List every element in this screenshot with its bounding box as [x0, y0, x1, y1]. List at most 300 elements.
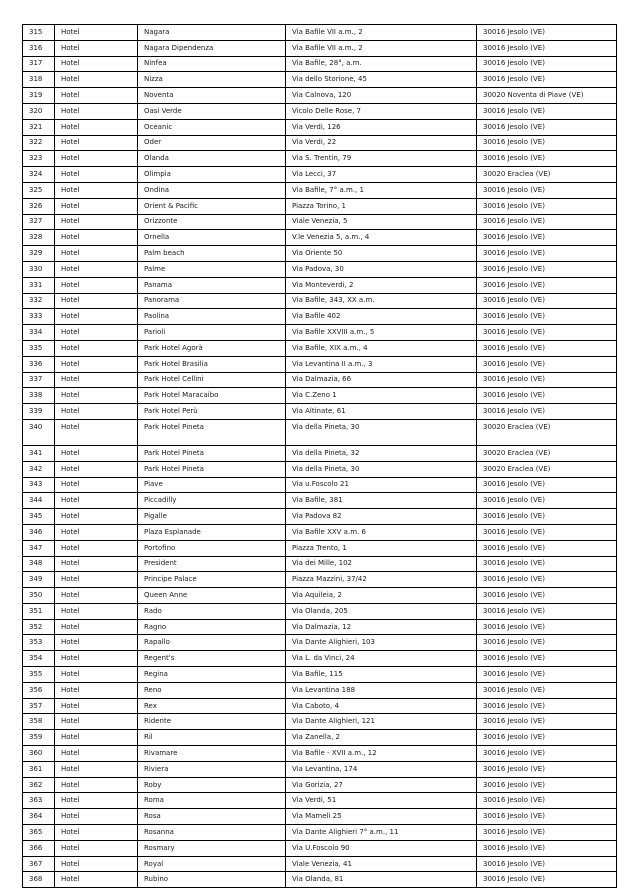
hotel-name-cell: Principe Palace — [138, 572, 286, 588]
city-cell: 30016 Jesolo (VE) — [477, 777, 617, 793]
city-cell: 30016 Jesolo (VE) — [477, 825, 617, 841]
hotel-name-cell: Piccadilly — [138, 493, 286, 509]
table-row — [23, 682, 617, 698]
hotel-name-cell: Noventa — [138, 88, 286, 104]
type-cell: Hotel — [55, 198, 138, 214]
city-cell: 30016 Jesolo (VE) — [477, 277, 617, 293]
table-row — [23, 182, 617, 198]
hotel-name-cell: Rosanna — [138, 825, 286, 841]
table-row — [23, 445, 617, 461]
table-row — [23, 730, 617, 746]
hotel-name-cell: Queen Anne — [138, 588, 286, 604]
row-number-cell: 330 — [23, 261, 55, 277]
row-number-cell: 352 — [23, 619, 55, 635]
hotel-name-cell: President — [138, 556, 286, 572]
city-cell: 30016 Jesolo (VE) — [477, 230, 617, 246]
address-cell: Via Dante Alighieri 7° a.m., 11 — [286, 825, 477, 841]
row-number-cell: 321 — [23, 119, 55, 135]
city-cell: 30016 Jesolo (VE) — [477, 309, 617, 325]
type-cell: Hotel — [55, 698, 138, 714]
hotel-name-cell: Orient & Pacific — [138, 198, 286, 214]
row-number-cell: 343 — [23, 477, 55, 493]
hotel-name-cell: Palm beach — [138, 246, 286, 262]
city-cell: 30016 Jesolo (VE) — [477, 667, 617, 683]
hotel-name-cell: Rado — [138, 603, 286, 619]
address-cell: Via della Pineta, 32 — [286, 445, 477, 461]
type-cell: Hotel — [55, 588, 138, 604]
row-number-cell: 358 — [23, 714, 55, 730]
city-cell: 30016 Jesolo (VE) — [477, 119, 617, 135]
table-row — [23, 651, 617, 667]
city-cell: 30016 Jesolo (VE) — [477, 588, 617, 604]
address-cell: Via Bafile, XIX a.m., 4 — [286, 340, 477, 356]
hotel-name-cell: Rex — [138, 698, 286, 714]
type-cell: Hotel — [55, 135, 138, 151]
city-cell: 30016 Jesolo (VE) — [477, 404, 617, 420]
row-number-cell: 357 — [23, 698, 55, 714]
address-cell: Vicolo Delle Rose, 7 — [286, 103, 477, 119]
hotel-name-cell: Pigalle — [138, 509, 286, 525]
row-number-cell: 346 — [23, 524, 55, 540]
hotel-name-cell: Orizzonte — [138, 214, 286, 230]
hotel-name-cell: Riviera — [138, 761, 286, 777]
row-number-cell: 359 — [23, 730, 55, 746]
type-cell: Hotel — [55, 277, 138, 293]
hotel-name-cell: Park Hotel Cellini — [138, 372, 286, 388]
table-row — [23, 325, 617, 341]
row-number-cell: 317 — [23, 56, 55, 72]
table-row — [23, 293, 617, 309]
type-cell: Hotel — [55, 40, 138, 56]
address-cell: Via Bafile XXVIII a.m., 5 — [286, 325, 477, 341]
type-cell: Hotel — [55, 809, 138, 825]
city-cell: 30016 Jesolo (VE) — [477, 25, 617, 41]
address-cell: Via U.Foscolo 90 — [286, 840, 477, 856]
address-cell: Via Olanda, 205 — [286, 603, 477, 619]
row-number-cell: 356 — [23, 682, 55, 698]
row-number-cell: 342 — [23, 461, 55, 477]
row-number-cell: 360 — [23, 746, 55, 762]
address-cell: Via Verdi, 51 — [286, 793, 477, 809]
table-row — [23, 340, 617, 356]
hotel-name-cell: Olanda — [138, 151, 286, 167]
city-cell: 30020 Eraclea (VE) — [477, 461, 617, 477]
table-row — [23, 40, 617, 56]
type-cell: Hotel — [55, 167, 138, 183]
row-number-cell: 319 — [23, 88, 55, 104]
table-row — [23, 809, 617, 825]
city-cell: 30016 Jesolo (VE) — [477, 572, 617, 588]
row-number-cell: 354 — [23, 651, 55, 667]
hotel-name-cell: Nizza — [138, 72, 286, 88]
table-row — [23, 404, 617, 420]
hotel-name-cell: Piave — [138, 477, 286, 493]
address-cell: Via Zanella, 2 — [286, 730, 477, 746]
hotel-list-table — [22, 24, 617, 888]
table-row — [23, 246, 617, 262]
hotel-name-cell: Olimpia — [138, 167, 286, 183]
row-number-cell: 340 — [23, 419, 55, 445]
address-cell: Via Levantina 188 — [286, 682, 477, 698]
type-cell: Hotel — [55, 103, 138, 119]
city-cell: 30016 Jesolo (VE) — [477, 372, 617, 388]
row-number-cell: 349 — [23, 572, 55, 588]
hotel-name-cell: Nagara Dipendenza — [138, 40, 286, 56]
address-cell: Via S. Trentin, 79 — [286, 151, 477, 167]
type-cell: Hotel — [55, 872, 138, 888]
hotel-name-cell: Parioli — [138, 325, 286, 341]
city-cell: 30016 Jesolo (VE) — [477, 182, 617, 198]
row-number-cell: 328 — [23, 230, 55, 246]
address-cell: Via Caboto, 4 — [286, 698, 477, 714]
row-number-cell: 362 — [23, 777, 55, 793]
address-cell: Via Bafile, 381 — [286, 493, 477, 509]
hotel-name-cell: Ridente — [138, 714, 286, 730]
hotel-name-cell: Ninfea — [138, 56, 286, 72]
row-number-cell: 367 — [23, 856, 55, 872]
hotel-name-cell: Roma — [138, 793, 286, 809]
row-number-cell: 344 — [23, 493, 55, 509]
row-number-cell: 325 — [23, 182, 55, 198]
address-cell: Via Verdi, 22 — [286, 135, 477, 151]
table-row — [23, 603, 617, 619]
row-number-cell: 326 — [23, 198, 55, 214]
row-number-cell: 329 — [23, 246, 55, 262]
hotel-name-cell: Park Hotel Agorà — [138, 340, 286, 356]
table-row — [23, 509, 617, 525]
row-number-cell: 347 — [23, 540, 55, 556]
city-cell: 30020 Noventa di Piave (VE) — [477, 88, 617, 104]
city-cell: 30016 Jesolo (VE) — [477, 556, 617, 572]
table-row — [23, 135, 617, 151]
table-row — [23, 119, 617, 135]
city-cell: 30016 Jesolo (VE) — [477, 714, 617, 730]
type-cell: Hotel — [55, 88, 138, 104]
type-cell: Hotel — [55, 667, 138, 683]
row-number-cell: 316 — [23, 40, 55, 56]
city-cell: 30016 Jesolo (VE) — [477, 388, 617, 404]
city-cell: 30016 Jesolo (VE) — [477, 730, 617, 746]
hotel-name-cell: Panorama — [138, 293, 286, 309]
row-number-cell: 345 — [23, 509, 55, 525]
type-cell: Hotel — [55, 651, 138, 667]
table-row — [23, 477, 617, 493]
type-cell: Hotel — [55, 714, 138, 730]
type-cell: Hotel — [55, 682, 138, 698]
row-number-cell: 323 — [23, 151, 55, 167]
hotel-name-cell: Regina — [138, 667, 286, 683]
table-row — [23, 777, 617, 793]
address-cell: Via Lecci, 37 — [286, 167, 477, 183]
city-cell: 30016 Jesolo (VE) — [477, 246, 617, 262]
city-cell: 30016 Jesolo (VE) — [477, 619, 617, 635]
type-cell: Hotel — [55, 730, 138, 746]
city-cell: 30016 Jesolo (VE) — [477, 746, 617, 762]
city-cell: 30016 Jesolo (VE) — [477, 840, 617, 856]
table-row — [23, 825, 617, 841]
hotel-name-cell: Nagara — [138, 25, 286, 41]
row-number-cell: 331 — [23, 277, 55, 293]
type-cell: Hotel — [55, 261, 138, 277]
city-cell: 30020 Eraclea (VE) — [477, 445, 617, 461]
hotel-name-cell: Park Hotel Maracaibo — [138, 388, 286, 404]
address-cell: Viale Venezia, 5 — [286, 214, 477, 230]
hotel-name-cell: Rosmary — [138, 840, 286, 856]
type-cell: Hotel — [55, 372, 138, 388]
address-cell: Via L. da Vinci, 24 — [286, 651, 477, 667]
address-cell: Viale Venezia, 41 — [286, 856, 477, 872]
table-row — [23, 493, 617, 509]
type-cell: Hotel — [55, 388, 138, 404]
table-row — [23, 698, 617, 714]
type-cell: Hotel — [55, 572, 138, 588]
city-cell: 30016 Jesolo (VE) — [477, 103, 617, 119]
table-row — [23, 793, 617, 809]
address-cell: Via Oriente 50 — [286, 246, 477, 262]
hotel-name-cell: Park Hotel Brasilia — [138, 356, 286, 372]
type-cell: Hotel — [55, 404, 138, 420]
table-row — [23, 761, 617, 777]
address-cell: Via dei Mille, 102 — [286, 556, 477, 572]
city-cell: 30016 Jesolo (VE) — [477, 809, 617, 825]
hotel-name-cell: Paolina — [138, 309, 286, 325]
city-cell: 30016 Jesolo (VE) — [477, 524, 617, 540]
table-row — [23, 372, 617, 388]
city-cell: 30020 Eraclea (VE) — [477, 167, 617, 183]
city-cell: 30016 Jesolo (VE) — [477, 603, 617, 619]
address-cell: Via Levantina, 174 — [286, 761, 477, 777]
address-cell: Via Bafile VII a.m., 2 — [286, 25, 477, 41]
city-cell: 30016 Jesolo (VE) — [477, 214, 617, 230]
table-row — [23, 556, 617, 572]
table-row — [23, 714, 617, 730]
hotel-name-cell: Roby — [138, 777, 286, 793]
row-number-cell: 339 — [23, 404, 55, 420]
type-cell: Hotel — [55, 246, 138, 262]
type-cell: Hotel — [55, 825, 138, 841]
address-cell: Via Olanda, 81 — [286, 872, 477, 888]
table-row — [23, 151, 617, 167]
hotel-name-cell: Plaza Esplanade — [138, 524, 286, 540]
hotel-name-cell: Ondina — [138, 182, 286, 198]
row-number-cell: 353 — [23, 635, 55, 651]
address-cell: Via della Pineta, 30 — [286, 419, 477, 445]
table-row — [23, 856, 617, 872]
row-number-cell: 327 — [23, 214, 55, 230]
address-cell: Via Verdi, 126 — [286, 119, 477, 135]
hotel-name-cell: Park Hotel Pineta — [138, 461, 286, 477]
city-cell: 30016 Jesolo (VE) — [477, 856, 617, 872]
table-row — [23, 635, 617, 651]
type-cell: Hotel — [55, 509, 138, 525]
table-body — [23, 25, 617, 888]
hotel-name-cell: Oceanic — [138, 119, 286, 135]
address-cell: Via Gorizia, 27 — [286, 777, 477, 793]
row-number-cell: 364 — [23, 809, 55, 825]
city-cell: 30016 Jesolo (VE) — [477, 56, 617, 72]
address-cell: Via Bafile, 343, XX a.m. — [286, 293, 477, 309]
type-cell: Hotel — [55, 309, 138, 325]
row-number-cell: 320 — [23, 103, 55, 119]
row-number-cell: 341 — [23, 445, 55, 461]
type-cell: Hotel — [55, 151, 138, 167]
type-cell: Hotel — [55, 356, 138, 372]
table-row — [23, 588, 617, 604]
address-cell: Via Padova, 30 — [286, 261, 477, 277]
address-cell: Via Bafile, 28°, a.m. — [286, 56, 477, 72]
type-cell: Hotel — [55, 214, 138, 230]
hotel-name-cell: Royal — [138, 856, 286, 872]
address-cell: Via Aquileia, 2 — [286, 588, 477, 604]
table-row — [23, 198, 617, 214]
address-cell: Via Bafile, 7° a.m., 1 — [286, 182, 477, 198]
row-number-cell: 333 — [23, 309, 55, 325]
type-cell: Hotel — [55, 540, 138, 556]
table-row — [23, 230, 617, 246]
address-cell: Via della Pineta, 30 — [286, 461, 477, 477]
type-cell: Hotel — [55, 603, 138, 619]
city-cell: 30016 Jesolo (VE) — [477, 509, 617, 525]
type-cell: Hotel — [55, 635, 138, 651]
address-cell: Via Dante Alighieri, 121 — [286, 714, 477, 730]
table-row — [23, 167, 617, 183]
address-cell: Via Altinate, 61 — [286, 404, 477, 420]
hotel-name-cell: Palme — [138, 261, 286, 277]
table-row — [23, 540, 617, 556]
row-number-cell: 332 — [23, 293, 55, 309]
row-number-cell: 350 — [23, 588, 55, 604]
type-cell: Hotel — [55, 840, 138, 856]
city-cell: 30016 Jesolo (VE) — [477, 135, 617, 151]
type-cell: Hotel — [55, 56, 138, 72]
table-row — [23, 25, 617, 41]
type-cell: Hotel — [55, 419, 138, 445]
row-number-cell: 336 — [23, 356, 55, 372]
hotel-name-cell: Ril — [138, 730, 286, 746]
table-row — [23, 572, 617, 588]
type-cell: Hotel — [55, 25, 138, 41]
type-cell: Hotel — [55, 556, 138, 572]
city-cell: 30016 Jesolo (VE) — [477, 340, 617, 356]
type-cell: Hotel — [55, 340, 138, 356]
city-cell: 30016 Jesolo (VE) — [477, 261, 617, 277]
city-cell: 30016 Jesolo (VE) — [477, 651, 617, 667]
hotel-name-cell: Ornella — [138, 230, 286, 246]
address-cell: Piazza Trento, 1 — [286, 540, 477, 556]
city-cell: 30016 Jesolo (VE) — [477, 477, 617, 493]
city-cell: 30016 Jesolo (VE) — [477, 761, 617, 777]
type-cell: Hotel — [55, 777, 138, 793]
city-cell: 30016 Jesolo (VE) — [477, 72, 617, 88]
type-cell: Hotel — [55, 293, 138, 309]
hotel-name-cell: Ragno — [138, 619, 286, 635]
row-number-cell: 355 — [23, 667, 55, 683]
address-cell: Piazza Mazzini, 37/42 — [286, 572, 477, 588]
table-row — [23, 872, 617, 888]
city-cell: 30016 Jesolo (VE) — [477, 635, 617, 651]
address-cell: Via dello Storione, 45 — [286, 72, 477, 88]
hotel-name-cell: Park Hotel Pineta — [138, 445, 286, 461]
address-cell: Via C.Zeno 1 — [286, 388, 477, 404]
table-row — [23, 56, 617, 72]
address-cell: Via Dalmazia, 12 — [286, 619, 477, 635]
hotel-name-cell: Rivamare — [138, 746, 286, 762]
hotel-name-cell: Oder — [138, 135, 286, 151]
hotel-name-cell: Rapallo — [138, 635, 286, 651]
type-cell: Hotel — [55, 72, 138, 88]
row-number-cell: 315 — [23, 25, 55, 41]
hotel-name-cell: Rubino — [138, 872, 286, 888]
table-row — [23, 277, 617, 293]
city-cell: 30016 Jesolo (VE) — [477, 872, 617, 888]
row-number-cell: 338 — [23, 388, 55, 404]
address-cell: Via Bafile VII a.m., 2 — [286, 40, 477, 56]
type-cell: Hotel — [55, 230, 138, 246]
city-cell: 30016 Jesolo (VE) — [477, 356, 617, 372]
row-number-cell: 334 — [23, 325, 55, 341]
city-cell: 30016 Jesolo (VE) — [477, 198, 617, 214]
address-cell: Via Monteverdi, 2 — [286, 277, 477, 293]
row-number-cell: 363 — [23, 793, 55, 809]
hotel-name-cell: Reno — [138, 682, 286, 698]
city-cell: 30016 Jesolo (VE) — [477, 325, 617, 341]
row-number-cell: 351 — [23, 603, 55, 619]
table-row — [23, 356, 617, 372]
type-cell: Hotel — [55, 761, 138, 777]
address-cell: Via Mameli 25 — [286, 809, 477, 825]
type-cell: Hotel — [55, 119, 138, 135]
type-cell: Hotel — [55, 325, 138, 341]
row-number-cell: 318 — [23, 72, 55, 88]
type-cell: Hotel — [55, 477, 138, 493]
type-cell: Hotel — [55, 619, 138, 635]
address-cell: Via Dalmazia, 66 — [286, 372, 477, 388]
table-row — [23, 88, 617, 104]
address-cell: Via Calnova, 120 — [286, 88, 477, 104]
row-number-cell: 348 — [23, 556, 55, 572]
table-row — [23, 840, 617, 856]
type-cell: Hotel — [55, 524, 138, 540]
city-cell: 30020 Eraclea (VE) — [477, 419, 617, 445]
hotel-name-cell: Rosa — [138, 809, 286, 825]
table-row — [23, 524, 617, 540]
type-cell: Hotel — [55, 746, 138, 762]
hotel-name-cell: Oasi Verde — [138, 103, 286, 119]
address-cell: Via Padova 82 — [286, 509, 477, 525]
table-row — [23, 72, 617, 88]
table-row — [23, 261, 617, 277]
address-cell: Via Dante Alighieri, 103 — [286, 635, 477, 651]
row-number-cell: 322 — [23, 135, 55, 151]
city-cell: 30016 Jesolo (VE) — [477, 293, 617, 309]
table-row — [23, 746, 617, 762]
city-cell: 30016 Jesolo (VE) — [477, 540, 617, 556]
table-row — [23, 419, 617, 445]
table-row — [23, 388, 617, 404]
city-cell: 30016 Jesolo (VE) — [477, 493, 617, 509]
address-cell: Via Bafile XXV a.m. 6 — [286, 524, 477, 540]
row-number-cell: 365 — [23, 825, 55, 841]
row-number-cell: 366 — [23, 840, 55, 856]
type-cell: Hotel — [55, 182, 138, 198]
table-row — [23, 103, 617, 119]
hotel-name-cell: Regent's — [138, 651, 286, 667]
table-row — [23, 461, 617, 477]
city-cell: 30016 Jesolo (VE) — [477, 151, 617, 167]
hotel-name-cell: Park Hotel Pineta — [138, 419, 286, 445]
hotel-name-cell: Panama — [138, 277, 286, 293]
address-cell: Via u.Foscolo 21 — [286, 477, 477, 493]
